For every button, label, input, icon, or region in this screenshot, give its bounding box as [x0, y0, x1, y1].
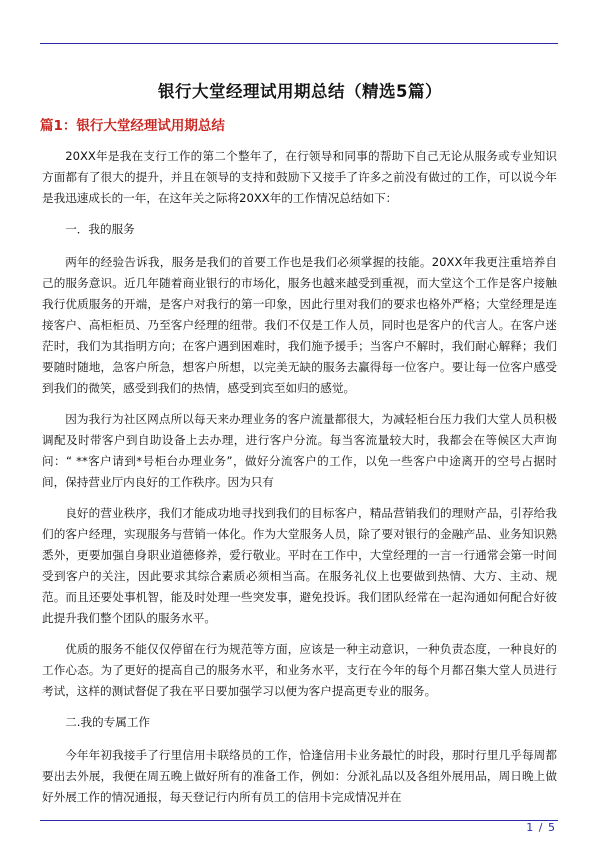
header-rule [40, 43, 558, 44]
paragraph-exclusive-work-1: 今年年初我接手了行里信用卡联络员的工作，恰逢信用卡业务最忙的时段，那时行里几乎每周都要出去外展，我便在周五晚上做好所有的准备工作，例如：分派礼品以及各组外展用品，周日晚上做好外展工作的情况通报，每天登记行内所有员工的信用卡完成情况并在 [42, 748, 557, 804]
page-number: 1 / 5 [526, 821, 556, 834]
subheading-exclusive-work: 二.我的专属工作 [65, 715, 151, 729]
footer-rule [40, 820, 558, 821]
document-body [42, 146, 557, 818]
document-title: 银行大堂经理试用期总结（精选5篇） [158, 82, 442, 101]
paragraph-service-4: 优质的服务不能仅仅停留在行为规范等方面，应该是一种主动意识，一种负责态度，一种良好的工作心态。为了更好的提高自己的服务水平，和业务水平，支行在今年的每个月都召集大堂人员进行考试，这样的测试督促了我在平日要加强学习以便为客户提高更专业的服务。 [42, 642, 557, 698]
section-heading: 篇1：银行大堂经理试用期总结 [40, 118, 225, 134]
paragraph-service-1: 两年的经验告诉我，服务是我们的首要工作也是我们必须掌握的技能。20XX年我更注重培养自己的服务意识。近几年随着商业银行的市场化，服务也越来越受到重视，而大堂这个工作是客户接触我行优质服务的开端，是客户对我行的第一印象，因此行里对我们的要求也格外严格；大堂经理是连接客户、高柜柜员、乃至客户经理的纽带。我们不仅是工作人员，同时也是客户的代言人。在客户迷茫时，我们为其指明方向；在客户遇到困难时，我们施予援手；当客户不解时，我们耐心解释；我们要随时随地，急客户所急，想客户所想，以完美无缺的服务去赢得每一位客户。要让每一位客户感受到我们的微笑，感受到我们的热情，感受到宾至如归的感觉。 [42, 255, 557, 395]
paragraph-service-2: 因为我行为社区网点所以每天来办理业务的客户流量都很大，为减轻柜台压力我们大堂人员积极调配及时带客户到自助设备上去办理，进行客户分流。每当客流量较大时，我都会在等候区大声询问：“ **客户请到*号柜台办理业务”，做好分流客户的工作，以免一些客户中途离开的空号占据时间，保持营业厅内良好的工作秩序。因为只有 [42, 412, 557, 489]
subheading-service: 一．我的服务 [65, 222, 135, 236]
paragraph-service-3: 良好的营业秩序，我们才能成功地寻找到我们的目标客户，精品营销我们的理财产品，引荐给我们的客户经理，实现服务与营销一体化。作为大堂服务人员，除了要对银行的金融产品、业务知识熟悉外，更要加强自身职业道德修养，爱行敬业。平时在工作中，大堂经理的一言一行通常会第一时间受到客户的关注，因此要求其综合素质必须相当高。在服务礼仪上也要做到热情、大方、主动、规范。而且还要处事机智，能及时处理一些突发事，避免投诉。我们团队经常在一起沟通如何配合好彼此提升我们整个团队的服务水平。 [42, 506, 557, 625]
paragraph-intro: 20XX年是我在支行工作的第二个整年了，在行领导和同事的帮助下自己无论从服务或专业知识方面都有了很大的提升，并且在领导的支持和鼓励下又接手了许多之前没有做过的工作，可以说今年是我迅速成长的一年，在这年关之际将20XX年的工作情况总结如下： [42, 149, 557, 205]
